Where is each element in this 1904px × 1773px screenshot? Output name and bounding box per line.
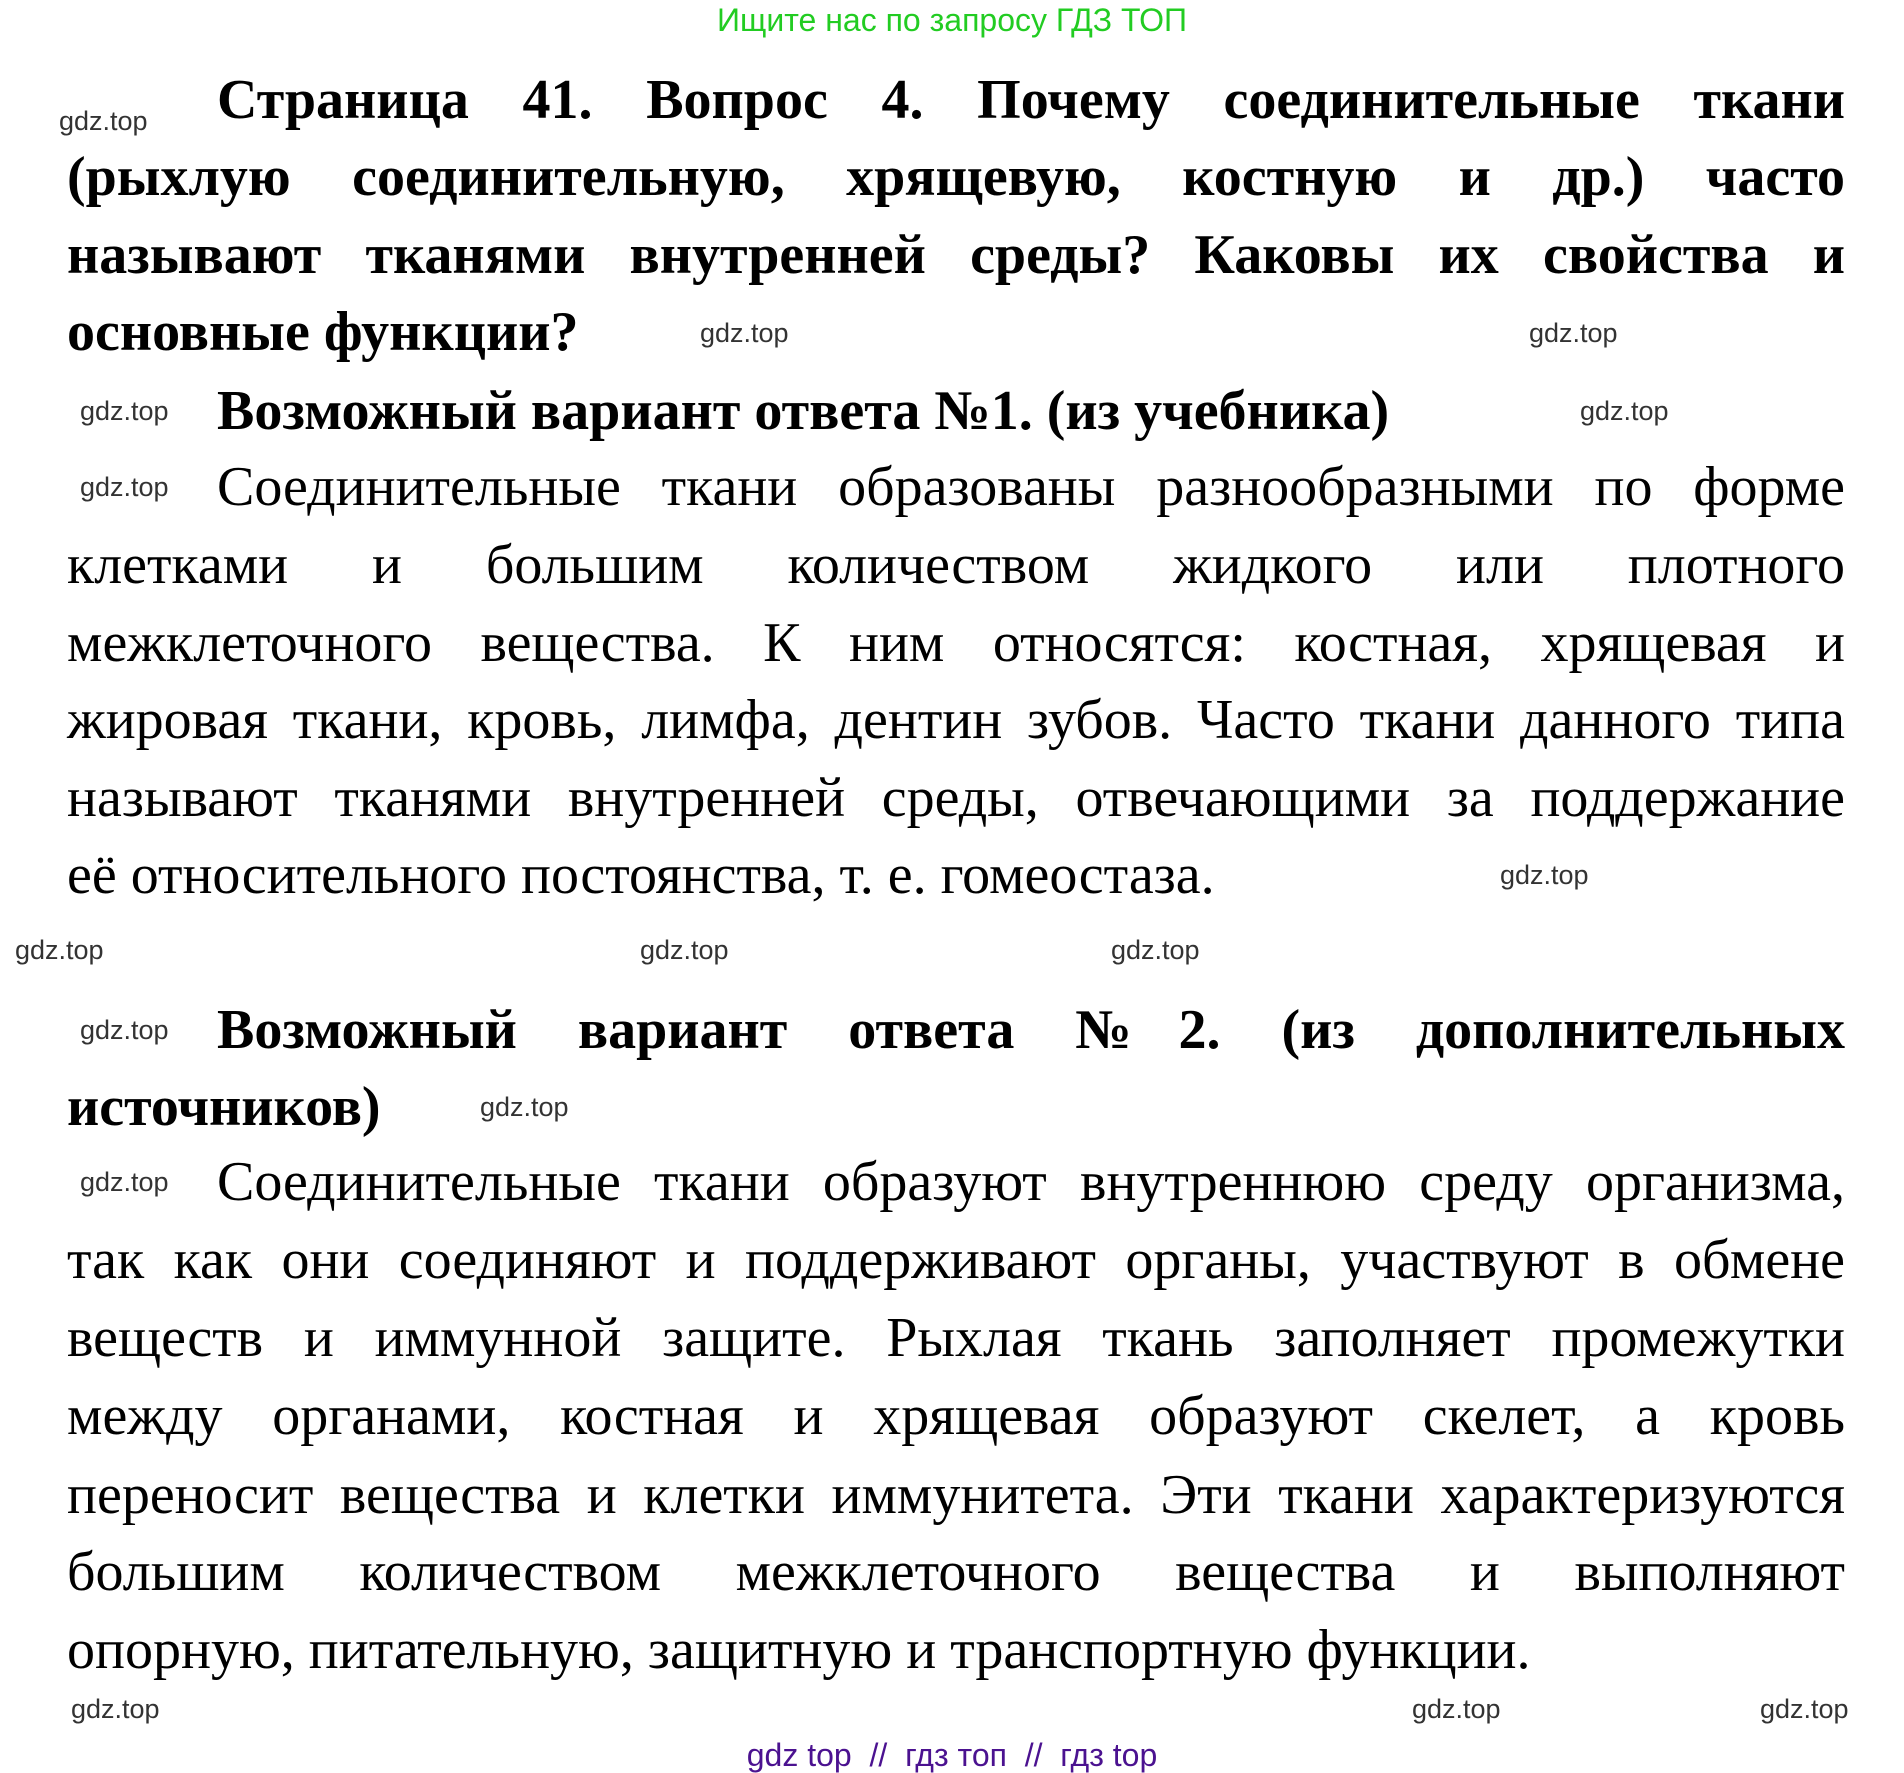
watermark: gdz.top bbox=[1111, 935, 1200, 965]
answer2-line: переносит вещества и клетки иммунитета. Эти ткани характеризуются bbox=[67, 1464, 1845, 1526]
watermark: gdz.top bbox=[71, 1694, 160, 1724]
question-line: (рыхлую соединительную, хрящевую, костную и др.) часто bbox=[67, 146, 1845, 208]
answer2-line: между органами, костная и хрящевая образуют скелет, а кровь bbox=[67, 1385, 1845, 1447]
watermark: gdz.top bbox=[80, 396, 169, 426]
question-line: называют тканями внутренней среды? Каковы их свойства и bbox=[67, 224, 1845, 286]
question-line: Страница 41. Вопрос 4. Почему соединительные ткани bbox=[217, 69, 1845, 131]
watermark: gdz.top bbox=[1529, 318, 1618, 348]
question-line: основные функции? bbox=[67, 301, 579, 363]
answer1-line: называют тканями внутренней среды, отвечающими за поддержание bbox=[67, 767, 1845, 829]
answer2-line: веществ и иммунной защите. Рыхлая ткань заполняет промежутки bbox=[67, 1307, 1845, 1369]
watermark: gdz.top bbox=[80, 1167, 169, 1197]
header-search-note: Ищите нас по запросу ГДЗ ТОП bbox=[717, 2, 1187, 38]
watermark: gdz.top bbox=[480, 1092, 569, 1122]
answer2-line: большим количеством межклеточного вещества и выполняют bbox=[67, 1541, 1845, 1603]
answer1-line: клетками и большим количеством жидкого или плотного bbox=[67, 534, 1845, 596]
watermark: gdz.top bbox=[700, 318, 789, 348]
answer2-line: Соединительные ткани образуют внутреннюю среду организма, bbox=[217, 1151, 1845, 1213]
watermark: gdz.top bbox=[1580, 396, 1669, 426]
watermark: gdz.top bbox=[1500, 860, 1589, 890]
answer1-line: межклеточного вещества. К ним относятся: костная, хрящевая и bbox=[67, 612, 1845, 674]
answer1-line: жировая ткани, кровь, лимфа, дентин зубов. Часто ткани данного типа bbox=[67, 689, 1845, 751]
answer1-line: Соединительные ткани образованы разнообразными по форме bbox=[217, 456, 1845, 518]
watermark: gdz.top bbox=[640, 935, 729, 965]
answer2-heading: источников) bbox=[67, 1076, 381, 1138]
watermark: gdz.top bbox=[59, 106, 148, 136]
answer2-line: так как они соединяют и поддерживают органы, участвуют в обмене bbox=[67, 1229, 1845, 1291]
watermark: gdz.top bbox=[1760, 1694, 1849, 1724]
watermark: gdz.top bbox=[80, 472, 169, 502]
watermark: gdz.top bbox=[80, 1015, 169, 1045]
footer-note: gdz top // гдз топ // гдз top bbox=[746, 1737, 1158, 1773]
watermark: gdz.top bbox=[1412, 1694, 1501, 1724]
answer2-line: опорную, питательную, защитную и транспортную функции. bbox=[67, 1619, 1531, 1681]
answer1-heading: Возможный вариант ответа №1. (из учебника) bbox=[217, 380, 1390, 442]
watermark: gdz.top bbox=[15, 935, 104, 965]
answer2-heading: Возможный вариант ответа №2. (из дополнительных bbox=[217, 999, 1845, 1061]
answer1-line: её относительного постоянства, т. е. гомеостаза. bbox=[67, 844, 1215, 906]
